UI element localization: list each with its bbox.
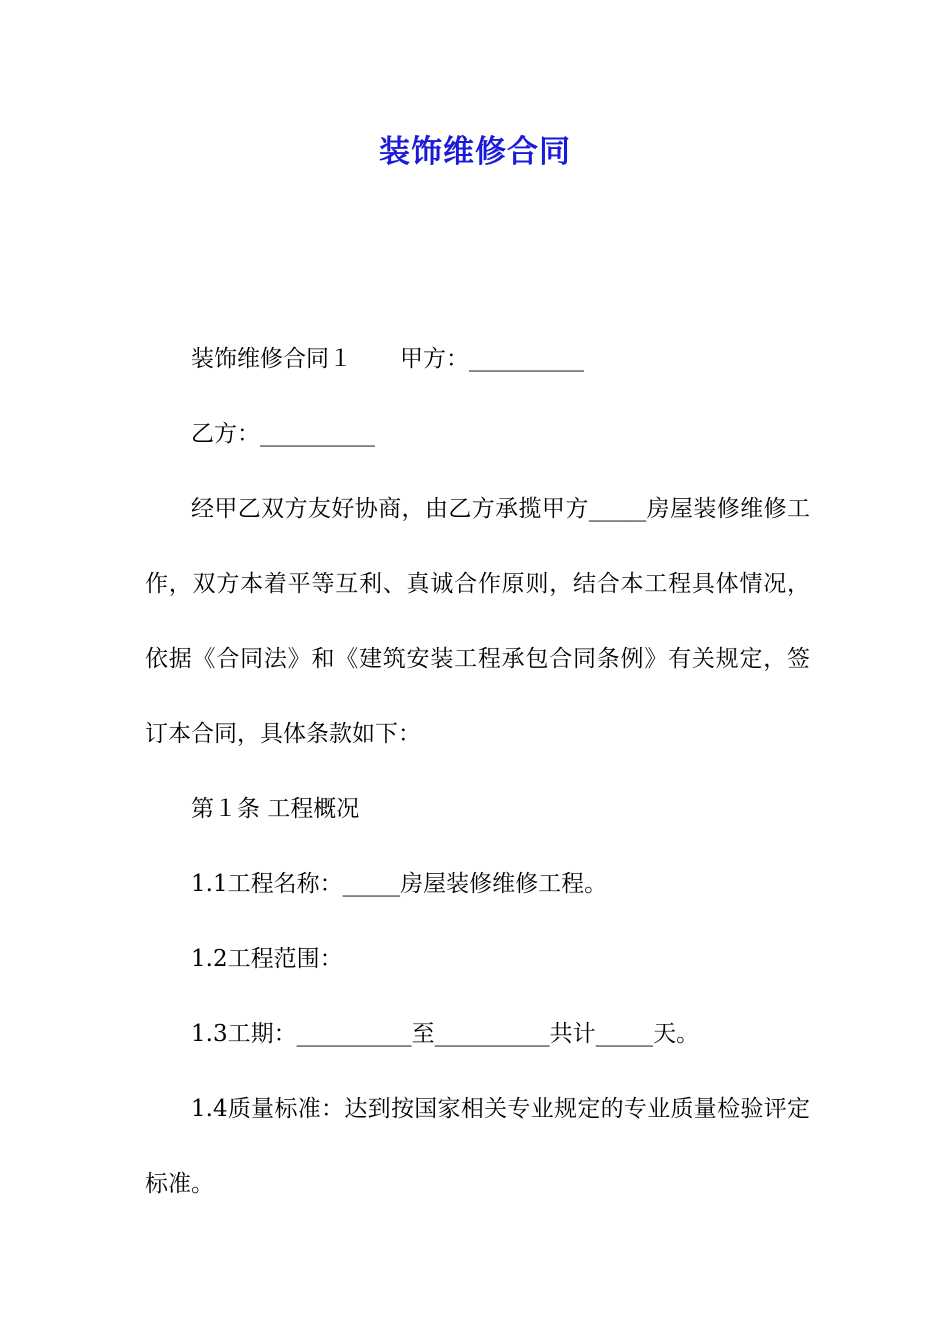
document-title: 装饰维修合同 xyxy=(379,134,571,170)
clause-1-4: 1.4质量标准：达到按国家相关专业规定的专业质量检验评定标准。 xyxy=(145,1096,810,1197)
clause-1-1: 1.1工程名称：_____房屋装修维修工程。 xyxy=(191,871,608,897)
party-a-line: 甲方：__________ xyxy=(400,346,584,372)
clause-1-3: 1.3工期：__________至__________共计_____天。 xyxy=(191,1021,700,1047)
clause-1-2: 1.2工程范围： xyxy=(191,946,343,972)
contract-subtitle: 装饰维修合同１ xyxy=(191,346,352,372)
party-b-line: 乙方：__________ xyxy=(191,421,375,447)
paragraph-preamble: 经甲乙双方友好协商，由乙方承揽甲方_____房屋装修维修工作，双方本着平等互利、真诚合作原则，结合本工程具体情况，依据《合同法》和《建筑安装工程承包合同条例》有关规定，签订本合同，具体条款如下： xyxy=(145,496,810,747)
paragraph-heading-line xyxy=(145,322,810,397)
document-body xyxy=(145,322,810,1222)
article-1-heading: 第１条 工程概况 xyxy=(191,796,360,822)
